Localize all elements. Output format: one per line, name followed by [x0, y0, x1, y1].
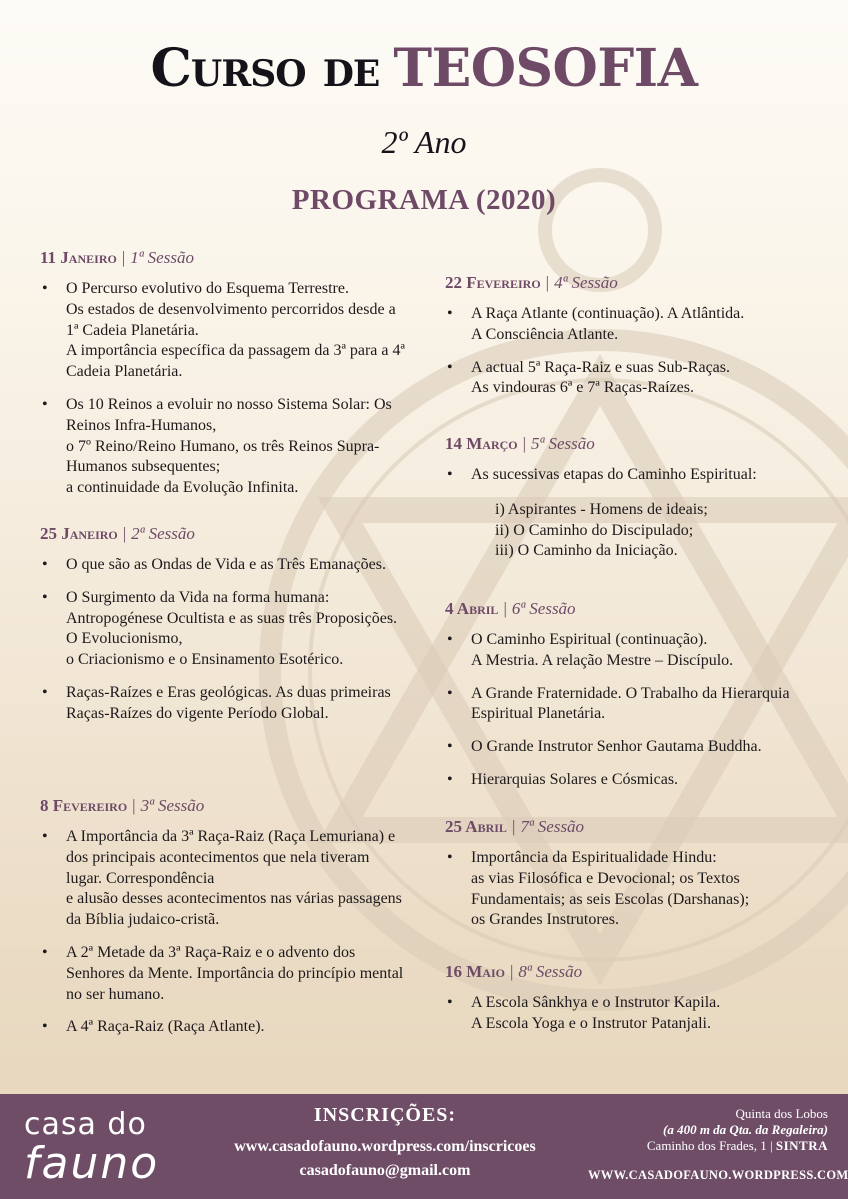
item-text: A 2ª Metade da 3ª Raça-Raiz e o advento dos Senhores da Mente. Importância do princípio mental no ser humano.: [66, 943, 404, 1003]
page-header: [0, 38, 848, 218]
session-heading: [445, 273, 825, 297]
list-item: [40, 555, 408, 576]
item-text: A 4ª Raça-Raiz (Raça Atlante).: [66, 1018, 265, 1036]
address-line-1: Quinta dos Lobos: [735, 1106, 828, 1121]
separator: |: [522, 434, 527, 453]
session-4: [445, 273, 825, 411]
list-item: [40, 395, 408, 499]
list-item: [445, 993, 825, 1035]
session-items: [445, 465, 825, 562]
page-title: [0, 38, 848, 112]
separator: |: [511, 817, 516, 836]
title-main: TEOSOFIA: [393, 38, 698, 99]
item-text: A Grande Fraternidade. O Trabalho da Hierarquia Espiritual Planetária.: [471, 684, 790, 723]
list-item: [445, 848, 825, 931]
list-item: [40, 683, 408, 725]
inscricoes-link[interactable]: www.casadofauno.wordpress.com/inscricoes: [234, 1138, 536, 1155]
separator: |: [770, 1138, 773, 1153]
session-2: [40, 524, 408, 737]
session-date: 8 Fevereiro: [40, 796, 128, 815]
sub-item: iii) O Caminho da Iniciação.: [495, 542, 678, 560]
list-item: [445, 304, 825, 346]
session-date: 25 Abril: [445, 817, 507, 836]
logo-line-1: casa do: [24, 1107, 147, 1142]
list-item: [445, 465, 825, 562]
session-items: [445, 304, 825, 399]
casa-do-fauno-logo: [24, 1107, 174, 1189]
item-text: A Importância da 3ª Raça-Raiz (Raça Lemuriana) e dos principais acontecimentos que nela tiveram lugar. Correspondência e alusão desses acontecimentos nas várias passagens da Bíblia judaico-cristã.: [66, 828, 402, 929]
sub-item: i) Aspirantes - Homens de ideais;: [495, 500, 708, 518]
session-heading: [40, 248, 408, 272]
item-text: O que são as Ondas de Vida e as Três Emanações.: [66, 556, 387, 573]
session-number: 3ª Sessão: [140, 796, 205, 815]
separator: |: [509, 962, 514, 981]
session-number: 2ª Sessão: [131, 524, 195, 543]
session-number: 6ª Sessão: [511, 599, 576, 618]
item-text: O Percurso evolutivo do Esquema Terrestre. Os estados de desenvolvimento percorridos desde a 1ª Cadeia Planetária. A importância específica da passagem da 3ª para a 4ª Cadeia Planetária.: [66, 280, 405, 381]
item-text: Hierarquias Solares e Cósmicas.: [471, 770, 679, 788]
session-number: 5ª Sessão: [531, 434, 595, 453]
session-heading: [445, 434, 825, 458]
footer-bar: [0, 1094, 848, 1199]
session-heading: [445, 599, 825, 623]
session-5: [445, 434, 825, 562]
separator: |: [132, 796, 136, 815]
session-items: [40, 827, 408, 1038]
address-block: [588, 1106, 848, 1183]
inscricoes-label: INSCRIÇÕES:: [313, 1104, 457, 1126]
separator: |: [122, 524, 127, 543]
session-1: [40, 248, 408, 511]
item-text: Os 10 Reinos a evoluir no nosso Sistema Solar: Os Reinos Infra-Humanos, o 7º Reino/Reino Humano, os três Reinos Supra-Humanos subsequentes; a continuidade da Evolução Infinita.: [66, 395, 392, 497]
separator: |: [545, 273, 550, 292]
logo-line-2: fauno: [24, 1138, 160, 1189]
session-items: [445, 848, 825, 931]
session-3: [40, 796, 408, 1050]
inscricoes-block: [190, 1104, 580, 1184]
item-text: As sucessivas etapas do Caminho Espiritual:: [471, 466, 757, 483]
session-items: [445, 630, 825, 791]
session-items: [40, 555, 408, 725]
session-items: [40, 279, 408, 499]
session-heading: [445, 962, 825, 986]
session-number: 4ª Sessão: [554, 273, 618, 292]
list-item: [445, 630, 825, 672]
session-date: 25 Janeiro: [40, 524, 118, 543]
separator: |: [121, 248, 126, 267]
list-item: [40, 1017, 408, 1038]
email-link[interactable]: casadofauno@gmail.com: [299, 1162, 471, 1179]
sub-item: ii) O Caminho do Discipulado;: [495, 521, 694, 539]
list-item: [40, 943, 408, 1005]
session-date: 22 Fevereiro: [445, 273, 541, 292]
item-text: O Surgimento da Vida na forma humana: Antropogénese Ocultista e as suas três Proposições. O Evolucionismo, o Criacionismo e o Ensinamento Esotérico.: [66, 588, 398, 669]
list-item: [445, 770, 825, 791]
session-6: [445, 599, 825, 803]
list-item: [445, 684, 825, 726]
year-subtitle: 2º Ano: [381, 124, 467, 160]
item-text: Raças-Raízes e Eras geológicas. As duas primeiras Raças-Raízes do vigente Período Global.: [66, 683, 391, 722]
session-items: [445, 993, 825, 1035]
session-date: 4 Abril: [445, 599, 499, 618]
item-text: A actual 5ª Raça-Raiz e suas Sub-Raças. As vindouras 6ª e 7ª Raças-Raízes.: [471, 358, 730, 397]
session-date: 11 Janeiro: [40, 248, 117, 267]
session-8: [445, 962, 825, 1047]
list-item: [445, 737, 825, 758]
item-text: A Escola Sânkhya e o Instrutor Kapila. A Escola Yoga e o Instrutor Patanjali.: [471, 994, 721, 1032]
session-date: 14 Março: [445, 434, 518, 453]
title-prefix: Curso de: [150, 38, 380, 99]
item-text: O Grande Instrutor Senhor Gautama Buddha.: [471, 738, 762, 756]
session-date: 16 Maio: [445, 962, 505, 981]
list-item: [445, 358, 825, 400]
website-link[interactable]: WWW.CASADOFAUNO.WORDPRESS.COM: [588, 1168, 848, 1182]
programa-heading: PROGRAMA (2020): [291, 184, 557, 216]
item-text: O Caminho Espiritual (continuação). A Mestria. A relação Mestre – Discípulo.: [471, 631, 734, 669]
session-7: [445, 817, 825, 943]
list-item: [40, 588, 408, 671]
address-line-3: Caminho dos Frades, 1: [646, 1138, 767, 1153]
session-heading: [40, 796, 408, 820]
separator: |: [503, 599, 507, 618]
item-text: Importância da Espiritualidade Hindu: as vias Filosófica e Devocional; os Textos Fundamentais; as seis Escolas (Darshanas); os Grandes Instrutores.: [471, 849, 750, 929]
session-number: 7ª Sessão: [520, 817, 585, 836]
address-line-2: (a 400 m da Qta. da Regaleira): [662, 1122, 828, 1137]
list-item: [40, 827, 408, 931]
session-heading: [40, 524, 408, 548]
list-item: [40, 279, 408, 383]
session-number: 1ª Sessão: [130, 248, 194, 267]
address-city: SINTRA: [775, 1138, 828, 1153]
sub-list: [471, 500, 825, 562]
item-text: A Raça Atlante (continuação). A Atlântida. A Consciência Atlante.: [471, 305, 745, 343]
session-heading: [445, 817, 825, 841]
session-number: 8ª Sessão: [518, 962, 583, 981]
